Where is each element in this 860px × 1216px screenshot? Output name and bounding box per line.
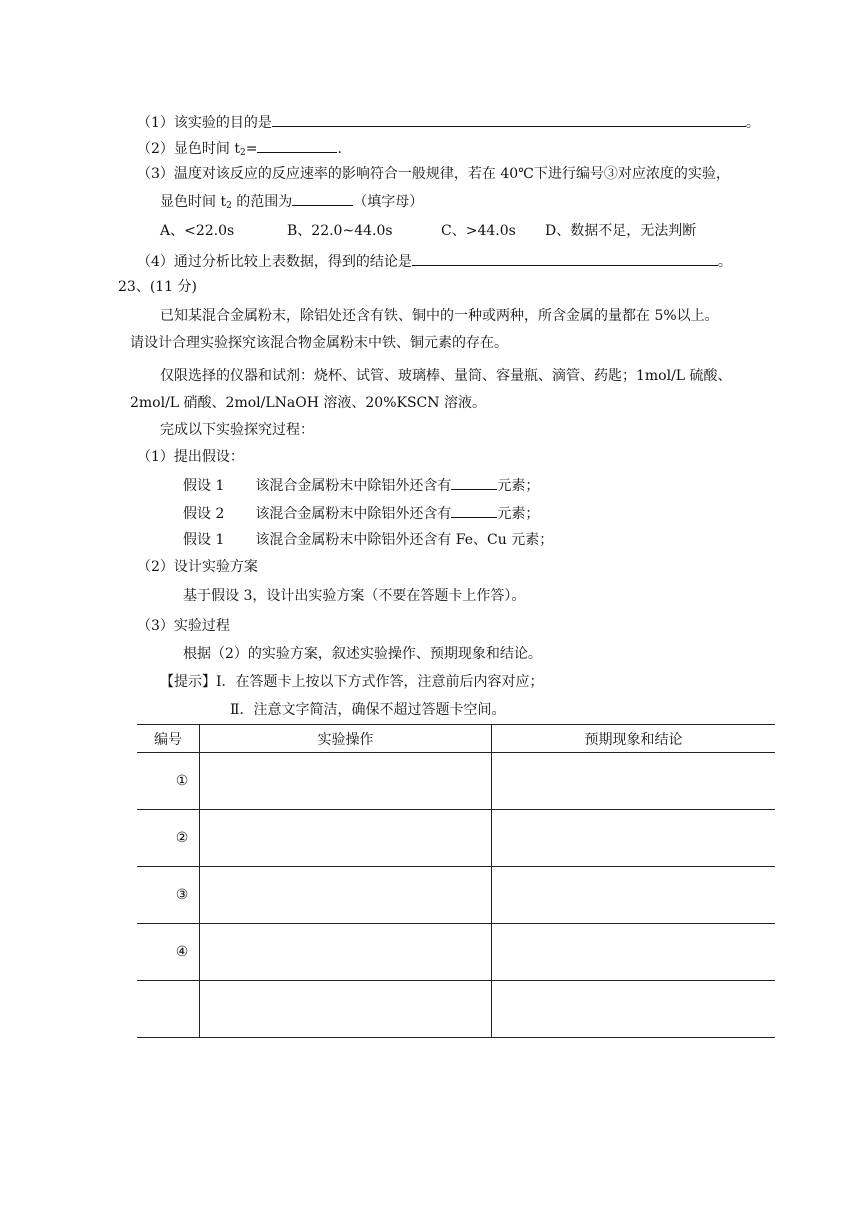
hint-line2: Ⅱ．注意文字简洁，确保不超过答题卡空间。 xyxy=(230,702,506,718)
row-number: ④ xyxy=(137,924,200,981)
q1-part2-text: （2）显色时间 t xyxy=(137,141,240,157)
hypothesis-suffix: 元素； xyxy=(497,478,540,494)
hypothesis-text: 该混合金属粉末中除铝外还含有 xyxy=(255,506,452,522)
q1-part3-line1: （3）温度对该反应的反应速率的影响符合一般规律，若在 40℃下进行编号③对应浓度的实验， xyxy=(137,166,730,182)
operation-cell[interactable] xyxy=(200,810,492,867)
table-header-row xyxy=(137,725,775,753)
q1-part1-text: （1）该实验的目的是 xyxy=(137,115,272,131)
subscript: 2 xyxy=(226,201,232,211)
q23-intro-line2: 请设计合理实验探究该混合物金属粉末中铁、铜元素的存在。 xyxy=(130,335,508,351)
table-row xyxy=(137,810,775,867)
result-cell[interactable] xyxy=(492,867,776,924)
q1-part3-line2 xyxy=(160,190,423,216)
header-number: 编号 xyxy=(137,725,200,753)
option-b: B、22.0~44.0s xyxy=(287,223,393,239)
punct: 。 xyxy=(717,254,732,270)
q1-part4-text: （4）通过分析比较上表数据，得到的结论是 xyxy=(137,254,412,270)
hypothesis-label: 假设 1 xyxy=(183,478,225,494)
answer-blank[interactable] xyxy=(451,474,497,490)
operation-cell[interactable] xyxy=(200,981,492,1038)
answer-blank[interactable] xyxy=(412,250,718,266)
hypothesis-label: 假设 1 xyxy=(183,532,225,548)
hypothesis-2 xyxy=(183,502,539,524)
table-row xyxy=(137,981,775,1038)
operation-cell[interactable] xyxy=(200,753,492,810)
hypothesis-suffix: 元素； xyxy=(497,506,540,522)
row-number: ① xyxy=(137,753,200,810)
header-result: 预期现象和结论 xyxy=(492,725,776,753)
q23-step2: （2）设计实验方案 xyxy=(137,559,258,575)
q23-step1: （1）提出假设： xyxy=(137,449,244,465)
row-number: ② xyxy=(137,810,200,867)
q23-reagents-line2: 2mol/L 硝酸、2mol/LNaOH 溶液、20%KSCN 溶液。 xyxy=(130,395,486,411)
equals: = xyxy=(245,141,258,157)
answer-blank[interactable] xyxy=(257,137,337,153)
header-operation: 实验操作 xyxy=(200,725,492,753)
hypothesis-text: 该混合金属粉末中除铝外还含有 Fe、Cu 元素； xyxy=(255,532,554,548)
q23-step2-text: 基于假设 3，设计出实验方案（不要在答题卡上作答）。 xyxy=(183,588,526,604)
punct: . xyxy=(337,141,342,157)
result-cell[interactable] xyxy=(492,753,776,810)
hypothesis-3 xyxy=(183,530,553,550)
hypothesis-text: 该混合金属粉末中除铝外还含有 xyxy=(255,478,452,494)
subscript: 2 xyxy=(239,148,246,158)
option-d: D、数据不足，无法判断 xyxy=(545,223,697,239)
table-row xyxy=(137,867,775,924)
row-number xyxy=(137,981,200,1038)
hint-1: Ⅰ．在答题卡上按以下方式作答，注意前后内容对应； xyxy=(216,674,544,690)
row-number: ③ xyxy=(137,867,200,924)
answer-blank[interactable] xyxy=(272,111,746,127)
experiment-table xyxy=(137,724,775,1038)
table-row xyxy=(137,753,775,810)
q1-part3-text2: 的范围为 xyxy=(231,194,293,210)
punct: 。 xyxy=(745,115,760,131)
hint-label: 【提示】 xyxy=(160,674,216,690)
q23-heading: 23、(11 分) xyxy=(118,279,198,295)
result-cell[interactable] xyxy=(492,810,776,867)
hint-text: （填字母） xyxy=(353,194,424,210)
q1-part3-text: 显色时间 t xyxy=(160,194,227,210)
q23-reagents-line1: 仅限选择的仪器和试剂：烧杯、试管、玻璃棒、量筒、容量瓶、滴管、药匙；1mol/L 硫酸、 xyxy=(160,368,732,384)
q23-step3-text: 根据（2）的实验方案，叙述实验操作、预期现象和结论。 xyxy=(183,646,542,662)
q1-part1 xyxy=(137,111,760,133)
option-c: C、>44.0s xyxy=(441,223,516,239)
option-a: A、<22.0s xyxy=(160,223,235,239)
answer-blank[interactable] xyxy=(292,190,353,206)
result-cell[interactable] xyxy=(492,924,776,981)
q23-complete: 完成以下实验探究过程： xyxy=(160,422,314,438)
operation-cell[interactable] xyxy=(200,924,492,981)
q1-part4 xyxy=(137,250,732,272)
answer-blank[interactable] xyxy=(451,502,497,518)
q23-step3: （3）实验过程 xyxy=(137,618,230,634)
hypothesis-1 xyxy=(183,474,539,496)
hypothesis-label: 假设 2 xyxy=(183,506,225,522)
q23-intro-line1: 已知某混合金属粉末，除铝处还含有铁、铜中的一种或两种，所含金属的量都在 5%以上。 xyxy=(160,308,719,324)
hint-line1 xyxy=(160,672,544,692)
table-row xyxy=(137,924,775,981)
operation-cell[interactable] xyxy=(200,867,492,924)
result-cell[interactable] xyxy=(492,981,776,1038)
q1-part2 xyxy=(137,137,342,163)
